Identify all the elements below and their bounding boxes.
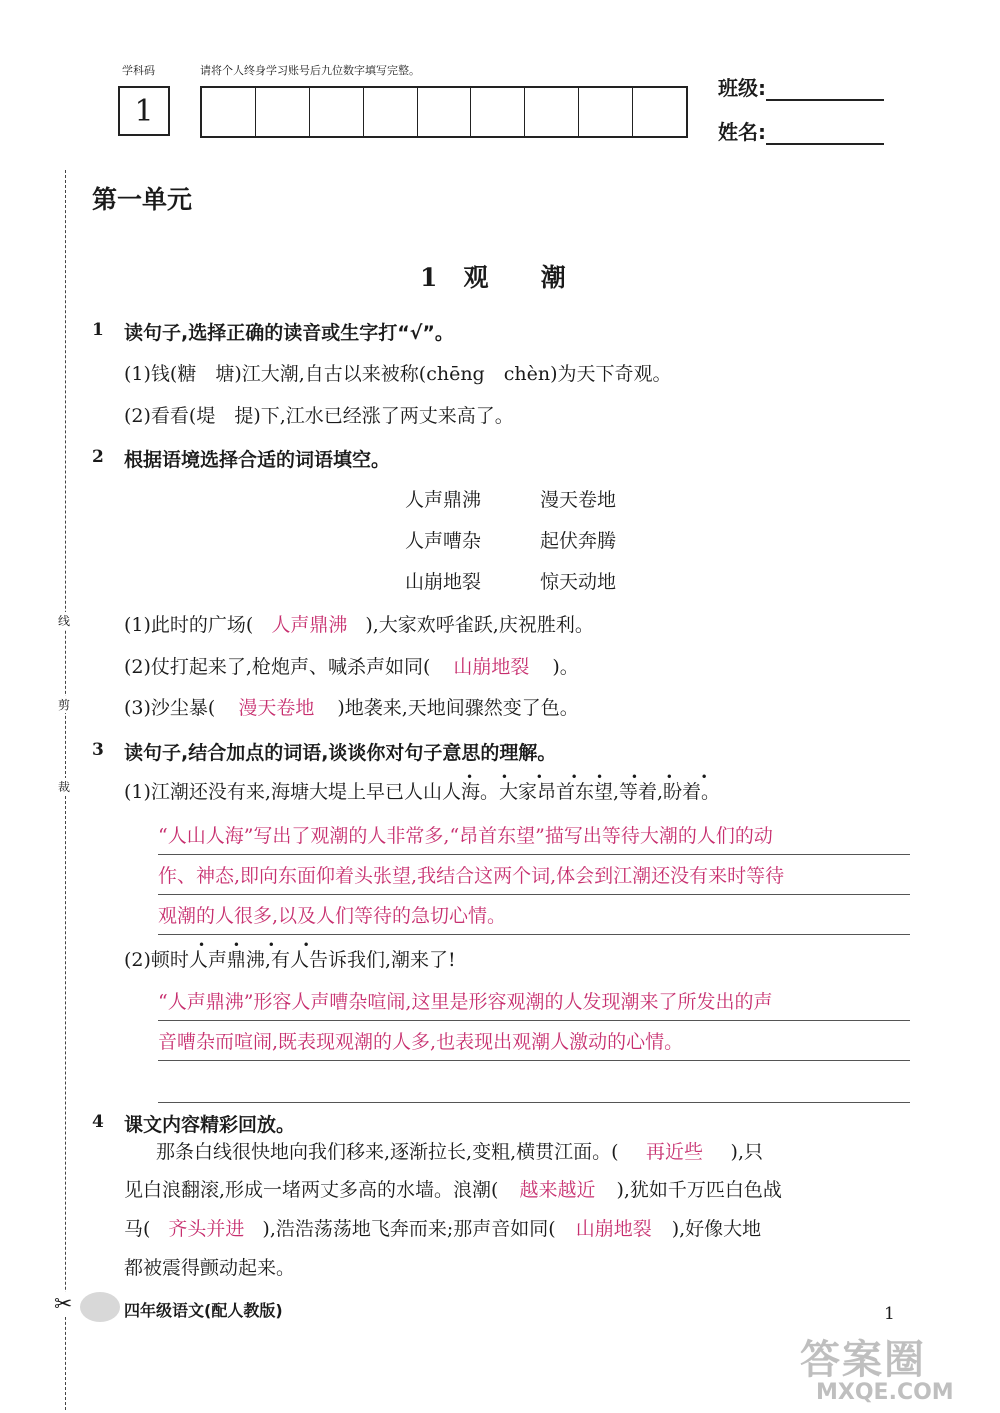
q4-answer-2: 越来越近 <box>519 1179 596 1201</box>
q1-sentence-2: (2)看看(堤 提)下,江水已经涨了两丈来高了。 <box>124 405 514 427</box>
q4-line-4: 都被震得颤动起来。 <box>124 1257 296 1279</box>
q3-title: 读句子,结合加点的词语,谈谈你对句子意思的理解。 <box>124 742 557 764</box>
cut-char-cut: 剪 <box>58 698 71 712</box>
emphasis-dots-2: • • • • <box>596 770 720 784</box>
q2-word-4: 起伏奔腾 <box>540 530 617 552</box>
account-instruction: 请将个人终身学习账号后九位数字填写完整。 <box>200 64 420 77</box>
cut-char-trim: 裁 <box>58 780 71 794</box>
q2-sentence-3: (3)沙尘暴( 漫天卷地 )地袭来,天地间骤然变了色。 <box>124 697 579 719</box>
book-badge <box>80 1292 120 1322</box>
q4-answer-4: 山崩地裂 <box>575 1218 652 1240</box>
subject-code-label: 学科码 <box>122 64 155 77</box>
q4-line-3: 马( 齐头并进 ),浩浩荡荡地飞奔而来;那声音如同( 山崩地裂 ),好像大地 <box>124 1218 762 1240</box>
q2-number: 2 <box>92 447 104 467</box>
q4-answer-3: 齐头并进 <box>168 1218 245 1240</box>
q2-answer-1: 人声鼎沸 <box>271 614 348 636</box>
q2-word-6: 惊天动地 <box>540 571 617 593</box>
q2-word-1: 人声鼎沸 <box>405 489 482 511</box>
q4-title: 课文内容精彩回放。 <box>124 1114 296 1136</box>
q2-sentence-1: (1)此时的广场( 人声鼎沸 ),大家欢呼雀跃,庆祝胜利。 <box>124 614 594 636</box>
q2-word-3: 人声嘈杂 <box>405 530 482 552</box>
scissors-icon: ✂ <box>54 1292 73 1317</box>
q1-sentence-1: (1)钱(糖 塘)江大潮,自古以来被称(chēng chèn)为天下奇观。 <box>124 363 672 385</box>
class-field <box>718 72 884 101</box>
q3-sentence-2: (2)顿时人声鼎沸,有人告诉我们,潮来了! <box>124 949 456 971</box>
q3-answer-1-line-2: 作、神态,即向东面仰着头张望,我结合这两个词,体会到江潮还没有来时等待 <box>158 865 785 887</box>
q2-sentence-2: (2)仗打起来了,枪炮声、喊杀声如同( 山崩地裂 )。 <box>124 656 579 678</box>
unit-title: 第一单元 <box>92 185 193 214</box>
emphasis-dots-1: • • • • <box>466 770 590 784</box>
q2-word-5: 山崩地裂 <box>405 571 482 593</box>
q4-number: 4 <box>92 1112 104 1132</box>
name-field <box>718 116 884 145</box>
q3-answer-2-line-1: “人声鼎沸”形容人声嘈杂喧闹,这里是形容观潮的人发现潮来了所发出的声 <box>158 991 773 1013</box>
watermark-logo: 答案圈 <box>800 1337 926 1383</box>
q4-line-2: 见白浪翻滚,形成一堵两丈多高的水墙。浪潮( 越来越近 ),犹如千万匹白色战 <box>124 1179 782 1201</box>
watermark-url: MXQE.COM <box>816 1380 954 1405</box>
q4-line-1: 那条白线很快地向我们移来,逐渐拉长,变粗,横贯江面。( 再近些 ),只 <box>156 1141 763 1163</box>
q4-answer-1: 再近些 <box>646 1141 704 1163</box>
subject-code-box: 1 <box>118 86 170 136</box>
class-label: 班级: <box>718 76 766 100</box>
q1-title: 读句子,选择正确的读音或生字打“√”。 <box>124 322 454 344</box>
emphasis-dots-3: • • • • <box>198 938 322 952</box>
q3-answer-1-line-1: “人山人海”写出了观潮的人非常多,“昂首东望”描写出等待大潮的人们的动 <box>158 825 773 847</box>
q3-answer-1-line-3: 观潮的人很多,以及人们等待的急切心情。 <box>158 905 507 927</box>
q3-answer-2-line-2: 音嘈杂而喧闹,既表现观潮的人多,也表现出观潮人激动的心情。 <box>158 1031 684 1053</box>
lesson-title: 1 观 潮 <box>420 263 566 292</box>
q2-word-2: 漫天卷地 <box>540 489 617 511</box>
q3-sentence-1: (1)江潮还没有来,海塘大堤上早已人山人海。大家昂首东望,等着,盼着。 <box>124 781 721 803</box>
q2-title: 根据语境选择合适的词语填空。 <box>124 449 391 471</box>
q3-number: 3 <box>92 740 104 760</box>
name-label: 姓名: <box>718 120 766 144</box>
q2-answer-3: 漫天卷地 <box>238 697 315 719</box>
q1-number: 1 <box>92 320 104 340</box>
footer-book-title: 四年级语文(配人教版) <box>124 1301 283 1320</box>
account-digit-boxes <box>200 86 688 138</box>
q2-answer-2: 山崩地裂 <box>453 656 530 678</box>
page-number: 1 <box>884 1304 895 1324</box>
cut-char-line: 线 <box>58 614 71 628</box>
